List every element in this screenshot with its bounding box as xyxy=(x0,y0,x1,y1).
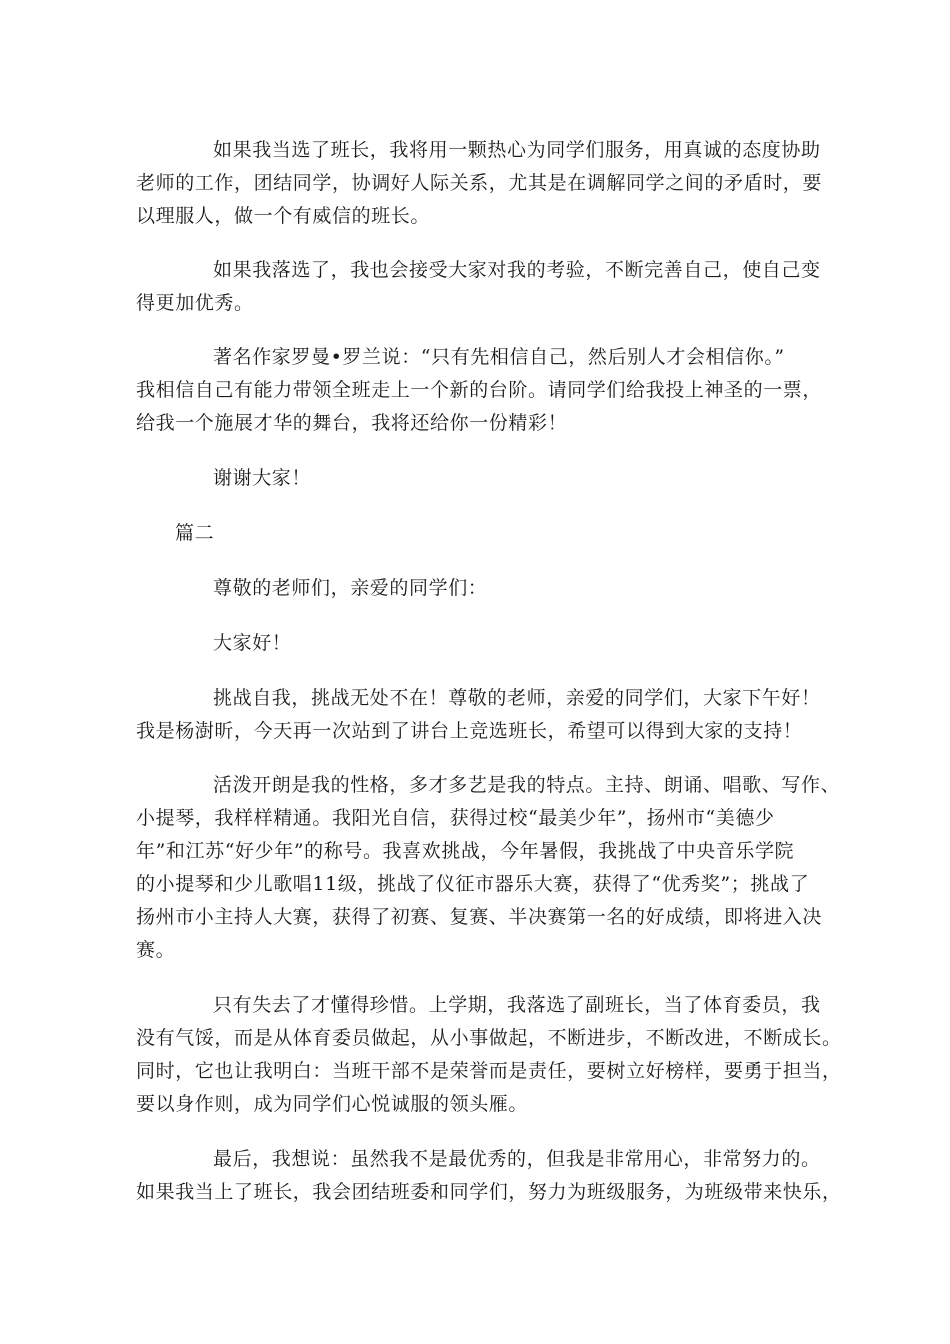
text-line: 我相信自己有能力带领全班走上一个新的台阶。请同学们给我投上神圣的一票， xyxy=(136,379,823,401)
text-line: 我是杨澍昕，今天再一次站到了讲台上竞选班长，希望可以得到大家的支持！ xyxy=(136,720,803,742)
text-line: 老师的工作，团结同学，协调好人际关系，尤其是在调解同学之间的矛盾时，要 xyxy=(136,172,823,194)
text-line: 小提琴，我样样精通。我阳光自信，获得过校“最美少年”，扬州市“美德少 xyxy=(136,807,775,829)
text-line: 尊敬的老师们，亲爱的同学们： xyxy=(213,577,488,599)
text-line: 著名作家罗曼•罗兰说：“只有先相信自己，然后别人才会相信你。” xyxy=(213,346,785,368)
text-line: 扬州市小主持人大赛，获得了初赛、复赛、半决赛第一名的好成绩，即将进入决 xyxy=(136,906,823,928)
section-heading: 篇二 xyxy=(175,522,215,544)
text-line: 挑战自我，挑战无处不在！尊敬的老师，亲爱的同学们，大家下午好！ xyxy=(213,687,821,709)
text-line: 要以身作则，成为同学们心悦诚服的领头雁。 xyxy=(136,1093,529,1115)
text-line: 同时，它也让我明白：当班干部不是荣誉而是责任，要树立好榜样，要勇于担当， xyxy=(136,1060,842,1082)
text-line: 只有失去了才懂得珍惜。上学期，我落选了副班长，当了体育委员，我 xyxy=(213,994,821,1016)
text-line: 如果我当上了班长，我会团结班委和同学们，努力为班级服务，为班级带来快乐， xyxy=(136,1181,842,1203)
text-line: 谢谢大家！ xyxy=(213,467,312,489)
text-line: 大家好！ xyxy=(213,632,292,654)
text-line: 如果我落选了，我也会接受大家对我的考验，不断完善自己，使自己变 xyxy=(213,259,821,281)
text-line: 年”和江苏“好少年”的称号。我喜欢挑战，今年暑假，我挑战了中央音乐学院 xyxy=(136,840,795,862)
text-line: 活泼开朗是我的性格，多才多艺是我的特点。主持、朗诵、唱歌、写作、 xyxy=(213,774,841,796)
text-line: 得更加优秀。 xyxy=(136,292,254,314)
text-line: 如果我当选了班长，我将用一颗热心为同学们服务，用真诚的态度协助 xyxy=(213,139,821,161)
text-line: 最后，我想说：虽然我不是最优秀的，但我是非常用心，非常努力的。 xyxy=(213,1148,821,1170)
text-line: 的小提琴和少儿歌唱11级，挑战了仪征市器乐大赛，获得了“优秀奖”；挑战了 xyxy=(136,873,810,895)
text-line: 给我一个施展才华的舞台，我将还给你一份精彩！ xyxy=(136,412,568,434)
text-line: 没有气馁，而是从体育委员做起，从小事做起，不断进步，不断改进，不断成长。 xyxy=(136,1027,842,1049)
text-line: 赛。 xyxy=(136,939,176,961)
text-line: 以理服人，做一个有威信的班长。 xyxy=(136,205,431,227)
